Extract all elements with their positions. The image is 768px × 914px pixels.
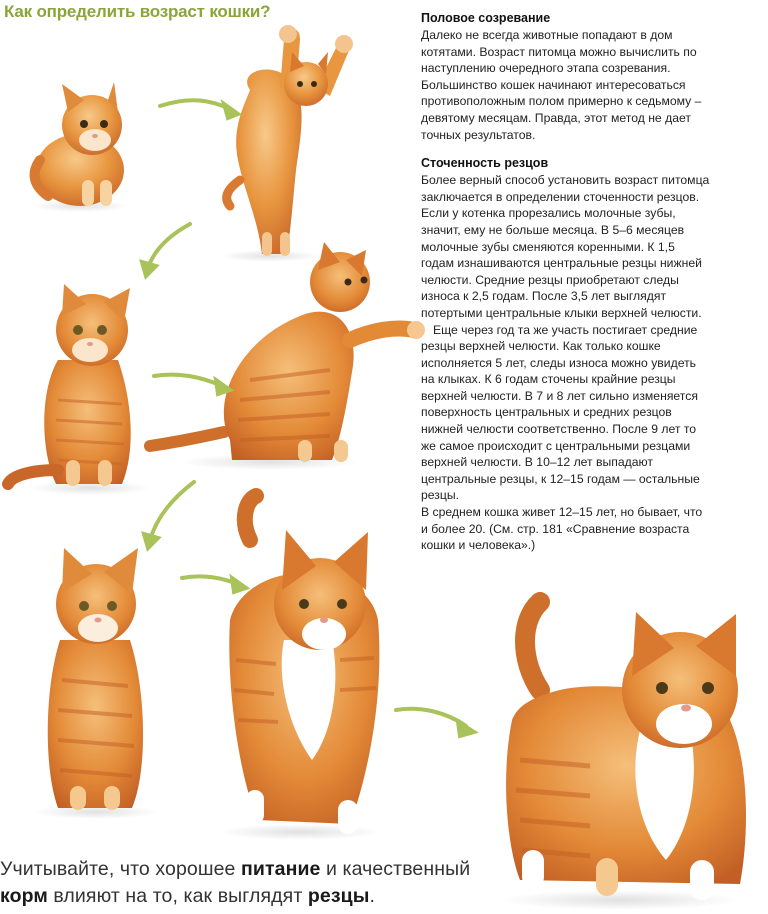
adult-cat-walking	[220, 496, 380, 840]
kitten-playing	[220, 25, 353, 262]
page-title: Как определить возраст кошки?	[4, 2, 271, 21]
incisors-paragraph-2: Еще через год та же участь постигает средние резцы верхней челюсти. Как только кошке исполняется 5 лет, следы износа можно увидеть на клыках. К 6 годам сточены крайние резцы верхней челюсти. В 7 и 8 лет сильно изменяется поверхность центральных и средних резцов нижней челюсти соответственно. После 9 лет то же самое происходит с центральными резцами верхней челюсти. В 10–12 лет выпадают центральные резцы, к 12–15 годам — остальные резцы.	[421, 322, 700, 503]
section-heading-incisors: Сточенность резцов	[421, 156, 549, 171]
young-cat-reaching	[150, 242, 425, 470]
incisors-paragraph-1: Более верный способ установить возраст питомца заключается в определении сточенности резцов. Если у котенка прорезались молочные зубы, значит, ему не больше месяца. В 5–6 месяцев молочные зубы сменяются коренными. К 1,5 годам изнашиваются центральные резцы нижней челюсти. Средние резцы приобретают следы износа к 2,5 годам. После 3,5 лет выглядят потертыми центральные клыки верхней челюсти.	[421, 173, 710, 320]
section-heading-maturity: Половое созревание	[421, 11, 551, 25]
incisors-paragraph-3: В среднем кошка живет 12–15 лет, но бывает, что и более 20. (См. стр. 181 «Сравнение возраста кошки и человека».)	[421, 505, 703, 553]
section-body-maturity: Далеко не всегда животные попадают в дом котятами. Возраст питомца можно вычислить по наступлению очередного этапа созревания. Большинство кошек начинают интересоваться противоположным полом примерно к седьмому – девятому месяцам. Правда, этот метод не дает точных результатов.	[421, 28, 702, 142]
kitten-newborn	[32, 82, 128, 212]
footer-line-1: Учитывайте, что хорошее питание и качественный	[0, 858, 471, 880]
young-cat-sitting	[34, 548, 158, 819]
footer-line-2: корм влияют на то, как выглядят резцы.	[0, 885, 375, 907]
footer-tip	[0, 856, 768, 910]
kitten-sitting	[8, 284, 150, 495]
article-text	[421, 10, 711, 554]
